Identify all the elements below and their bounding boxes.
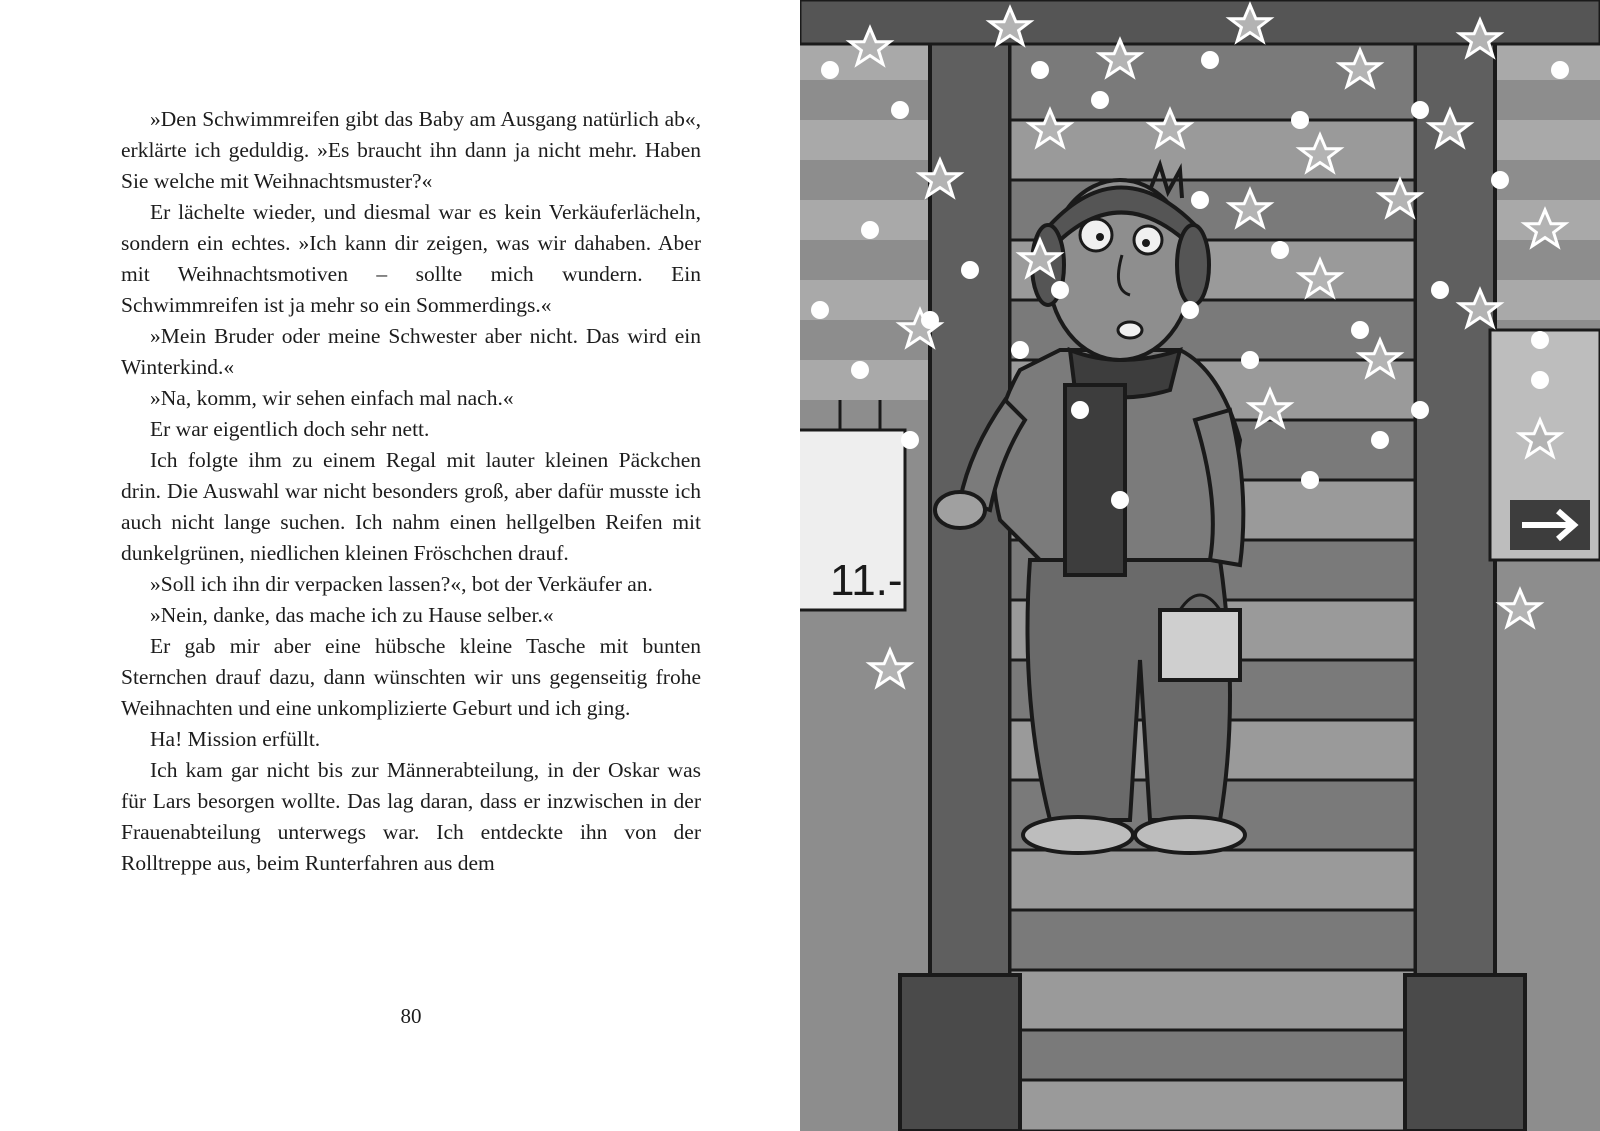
paragraph: »Na, komm, wir sehen einfach mal nach.« [150,386,514,410]
paragraph: »Soll ich ihn dir verpacken lassen?«, bot der Verkäufer an. [150,572,653,596]
paragraph: »Den Schwimmreifen gibt das Baby am Ausgang natürlich ab«, erklärte ich geduldig. »Es braucht ihn dann ja nicht mehr. Haben Sie welche mit Weihnachtsmuster?« [121,107,701,193]
escalator-illustration [800,0,1600,1131]
paragraph: Ich kam gar nicht bis zur Männerabteilung, in der Oskar was für Lars besorgen wollte. Das lag daran, dass er inzwischen in der Frauenabteilung unterwegs war. Ich entdeckte ihn von der Rolltreppe aus, beim Runterfahren aus dem [121,758,701,875]
body-text [121,104,701,879]
price-sign [800,400,905,610]
paragraph: Ich folgte ihm zu einem Regal mit lauter kleinen Päckchen drin. Die Auswahl war nicht besonders groß, aber dafür musste ich auch nicht lange suchen. Ich nahm einen hellgelben Reifen mit dunkelgrünen, niedlichen kleinen Fröschchen drauf. [121,448,701,565]
right-illustration-page [800,0,1600,1131]
paragraph: Ha! Mission erfüllt. [150,727,321,751]
paragraph: Er war eigentlich doch sehr nett. [150,417,430,441]
paragraph: »Nein, danke, das mache ich zu Hause selber.« [150,603,554,627]
page-number: 80 [400,1004,422,1028]
paragraph: »Mein Bruder oder meine Schwester aber nicht. Das wird ein Winterkind.« [121,324,701,379]
paragraph: Er lächelte wieder, und diesmal war es kein Verkäuferlächeln, sondern ein echtes. »Ich kann dir zeigen, was wir dahaben. Aber mit Weihnachtsmotiven – sollte mich wundern. Ein Schwimmreifen ist ja mehr so ein Sommerdings.« [121,200,701,317]
paragraph: Er gab mir aber eine hübsche kleine Tasche mit bunten Sternchen drauf dazu, dann wünschten wir uns gegenseitig frohe Weihnachten und eine unkomplizierte Geburt und ich ging. [121,634,701,720]
price-sign-text: 11.- [830,556,903,605]
